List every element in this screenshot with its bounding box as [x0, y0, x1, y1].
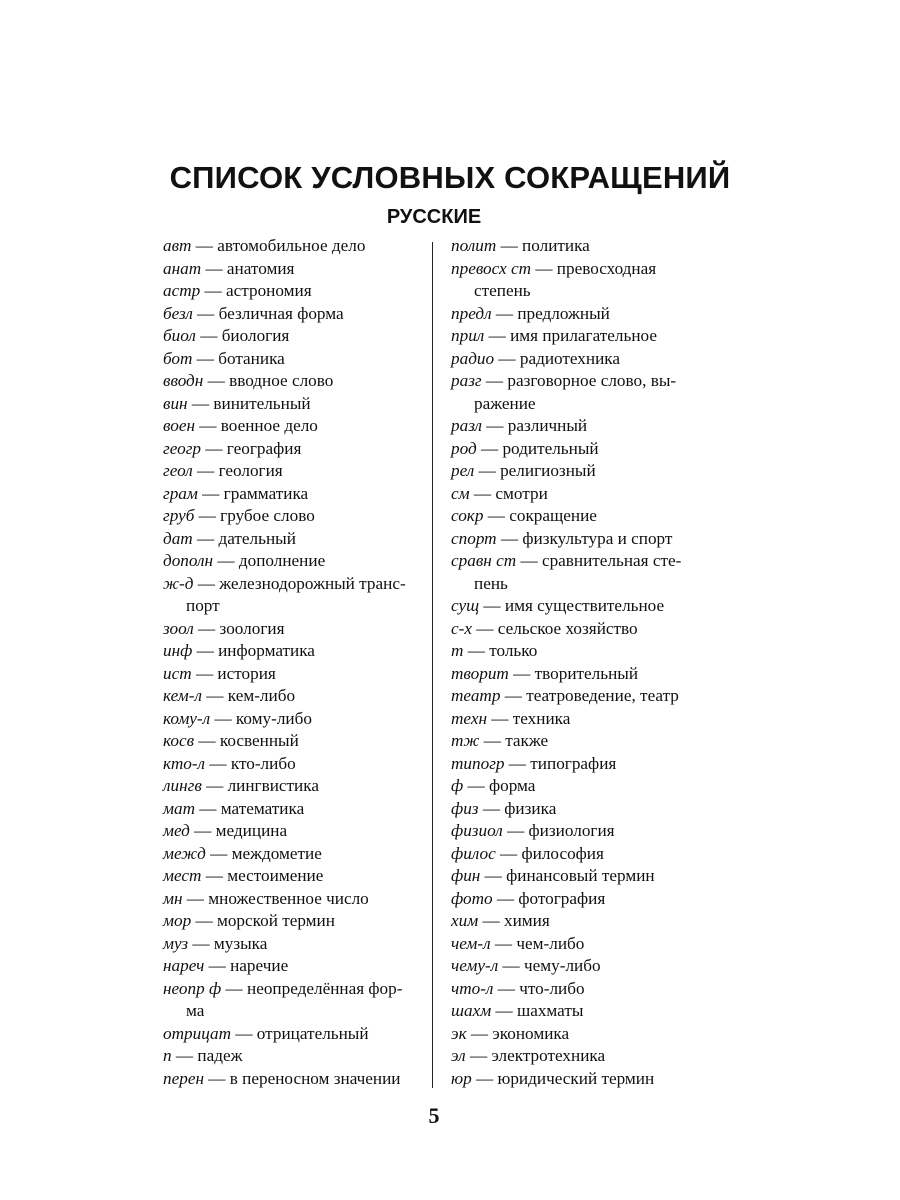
- abbreviation-meaning: юридический термин: [497, 1068, 655, 1088]
- dash-separator: —: [502, 821, 529, 840]
- abbreviation-entry: [163, 798, 425, 821]
- abbreviation-entry: [451, 753, 713, 776]
- abbreviation-entry: [163, 708, 425, 731]
- abbreviation-entry: [451, 483, 713, 506]
- abbreviation-entry: [163, 505, 425, 528]
- abbreviation-entry: [163, 910, 425, 933]
- abbreviation-term: мат: [163, 798, 195, 818]
- abbreviation-meaning: наречие: [230, 956, 289, 975]
- dash-separator: —: [492, 888, 519, 908]
- abbreviation-entry: [451, 865, 713, 888]
- dash-separator: —: [197, 483, 224, 503]
- abbreviation-entry: [163, 843, 425, 866]
- abbreviation-entry: [451, 505, 713, 528]
- abbreviation-entry: [451, 550, 713, 595]
- abbreviation-entry: [163, 1068, 425, 1091]
- dash-separator: —: [188, 933, 214, 953]
- abbreviation-entry: [451, 775, 713, 798]
- abbreviation-entry: [163, 393, 425, 416]
- abbreviation-term: т: [451, 641, 464, 660]
- abbreviation-entry: [163, 348, 425, 371]
- abbreviation-term: рел: [451, 461, 475, 480]
- abbreviation-term: косв: [163, 731, 195, 750]
- abbreviation-meaning: разговорное слово, вы-: [507, 371, 677, 390]
- abbreviation-entry: [163, 438, 425, 461]
- dash-separator: —: [474, 461, 501, 480]
- abbreviation-term: межд: [163, 843, 206, 863]
- abbreviation-term: мор: [163, 911, 192, 930]
- dash-separator: —: [182, 888, 209, 908]
- abbreviation-entry: [163, 370, 425, 393]
- abbreviation-meaning: шахматы: [516, 1001, 584, 1020]
- abbreviation-entry: [163, 978, 425, 1023]
- abbreviation-meaning: безличная форма: [218, 303, 344, 323]
- abbreviation-meaning: различный: [507, 416, 588, 435]
- dash-separator: —: [466, 1023, 493, 1043]
- abbreviation-term: мед: [163, 821, 190, 840]
- abbreviation-term: инф: [163, 641, 193, 660]
- abbreviation-term: филос: [451, 843, 496, 863]
- abbreviation-meaning: сокращение: [509, 506, 597, 525]
- abbreviation-entry: [451, 1023, 713, 1046]
- abbreviation-term: анат: [163, 258, 202, 278]
- abbreviation-meaning: медицина: [215, 821, 288, 840]
- dash-separator: —: [210, 708, 236, 728]
- abbreviation-term: предл: [451, 303, 492, 323]
- dash-separator: —: [481, 371, 508, 390]
- abbreviation-meaning: физиология: [528, 821, 615, 840]
- dash-separator: —: [494, 348, 520, 368]
- dash-separator: —: [476, 438, 503, 458]
- abbreviation-meaning: лингвистика: [227, 776, 319, 795]
- dash-separator: —: [516, 551, 542, 570]
- dash-separator: —: [479, 731, 506, 750]
- dash-separator: —: [189, 821, 216, 840]
- abbreviation-term: творит: [451, 663, 509, 683]
- abbreviation-meaning: кем-либо: [227, 686, 296, 705]
- dash-separator: —: [491, 1001, 517, 1020]
- abbreviation-meaning: театроведение, театр: [526, 686, 679, 705]
- dash-separator: —: [201, 776, 228, 795]
- abbreviation-entry: [451, 325, 713, 348]
- abbreviation-term: отрицат: [163, 1023, 232, 1043]
- abbreviation-meaning: только: [489, 641, 538, 660]
- dash-separator: —: [191, 236, 218, 255]
- abbreviation-term: эк: [451, 1023, 467, 1043]
- abbreviation-term: полит: [451, 236, 497, 255]
- abbreviation-meaning: политика: [522, 236, 590, 255]
- dash-separator: —: [490, 933, 517, 953]
- abbreviation-term: сокр: [451, 506, 484, 525]
- abbreviation-meaning: физкультура и спорт: [522, 528, 673, 548]
- abbreviation-meaning: сравнительная сте-: [541, 551, 682, 570]
- dash-separator: —: [194, 731, 220, 750]
- abbreviation-entry: [451, 955, 713, 978]
- abbreviation-entry: [163, 753, 425, 776]
- abbreviation-term: чему-л: [451, 956, 499, 975]
- abbreviation-entry: [451, 1045, 713, 1068]
- dash-separator: —: [187, 393, 214, 413]
- abbreviation-entry: [451, 708, 713, 731]
- abbreviation-meaning: падеж: [197, 1046, 243, 1065]
- abbreviation-term: прил: [451, 326, 485, 345]
- abbreviation-term: физ: [451, 798, 479, 818]
- dash-separator: —: [495, 843, 522, 863]
- abbreviation-meaning: религиозный: [500, 461, 596, 480]
- abbreviation-entry: [451, 235, 713, 258]
- abbreviation-meaning: дательный: [218, 528, 296, 548]
- abbreviation-entry: [451, 1068, 713, 1091]
- abbreviation-term: разг: [451, 371, 482, 390]
- dash-separator: —: [231, 1023, 257, 1043]
- abbreviation-meaning: типография: [530, 753, 617, 773]
- abbreviation-entry: [451, 258, 713, 303]
- abbreviation-term: кто-л: [163, 753, 206, 773]
- abbreviation-term: фото: [451, 888, 493, 908]
- abbreviation-entry: [163, 888, 425, 911]
- abbreviation-meaning: геология: [218, 461, 283, 480]
- abbreviation-meaning: местоимение: [227, 866, 324, 885]
- abbreviation-meaning: философия: [521, 843, 604, 863]
- abbreviation-term: авт: [163, 236, 192, 255]
- dash-separator: —: [201, 258, 227, 278]
- abbreviation-entry: [163, 955, 425, 978]
- abbreviation-meaning: музыка: [213, 933, 268, 953]
- abbreviation-entry: [163, 640, 425, 663]
- abbreviation-entry: [163, 460, 425, 483]
- abbreviation-meaning: география: [226, 438, 302, 458]
- abbreviation-meaning-continued: ражение: [474, 393, 536, 413]
- abbreviation-meaning: анатомия: [226, 258, 295, 278]
- abbreviation-meaning: что-либо: [519, 978, 585, 998]
- abbreviation-term: ж-д: [163, 573, 194, 593]
- abbreviation-term: вводн: [163, 371, 204, 390]
- dash-separator: —: [201, 438, 227, 458]
- dash-separator: —: [496, 528, 523, 548]
- dash-separator: —: [504, 753, 531, 773]
- abbreviation-meaning: вводное слово: [229, 371, 334, 390]
- abbreviation-entry: [451, 978, 713, 1001]
- abbreviation-term: вин: [163, 393, 188, 413]
- abbreviation-entry: [451, 888, 713, 911]
- dash-separator: —: [531, 258, 557, 278]
- abbreviation-entry: [451, 933, 713, 956]
- abbreviation-list-left: [163, 235, 425, 1090]
- abbreviation-term: кому-л: [163, 708, 211, 728]
- abbreviation-term: что-л: [451, 978, 494, 998]
- abbreviation-meaning: история: [217, 663, 276, 683]
- abbreviation-term: юр: [451, 1068, 472, 1088]
- abbreviation-entry: [451, 820, 713, 843]
- abbreviation-meaning: имя прилагательное: [510, 326, 657, 345]
- dash-separator: —: [481, 416, 508, 435]
- dash-separator: —: [195, 326, 222, 345]
- abbreviation-term: ист: [163, 663, 192, 683]
- abbreviation-entry: [163, 618, 425, 641]
- abbreviation-entry: [163, 528, 425, 551]
- abbreviation-meaning-continued: степень: [474, 281, 531, 300]
- abbreviation-meaning: техника: [512, 708, 571, 728]
- abbreviation-term: п: [163, 1046, 172, 1065]
- abbreviation-term: разл: [451, 416, 482, 435]
- dash-separator: —: [202, 686, 228, 705]
- abbreviation-meaning: морской термин: [216, 911, 335, 930]
- abbreviation-term: см: [451, 483, 470, 503]
- dash-separator: —: [480, 866, 507, 885]
- abbreviation-meaning: превосходная: [556, 258, 657, 278]
- dash-separator: —: [486, 708, 513, 728]
- abbreviation-term: дат: [163, 528, 193, 548]
- section-subtitle: РУССКИЕ: [386, 206, 482, 228]
- abbreviation-meaning: чему-либо: [524, 956, 601, 975]
- dash-separator: —: [469, 483, 496, 503]
- abbreviation-meaning: грубое слово: [220, 506, 315, 525]
- abbreviation-meaning: кому-либо: [235, 708, 312, 728]
- abbreviation-meaning: сельское хозяйство: [497, 618, 638, 638]
- abbreviation-meaning: экономика: [492, 1023, 570, 1043]
- abbreviation-meaning: железнодорожный транс-: [219, 573, 406, 593]
- dash-separator: —: [203, 1068, 230, 1088]
- abbreviation-meaning: дополнение: [238, 551, 326, 570]
- dash-separator: —: [192, 303, 219, 323]
- abbreviation-term: астр: [163, 281, 201, 300]
- dash-separator: —: [191, 911, 217, 930]
- abbreviation-meaning: автомобильное дело: [217, 236, 366, 255]
- dash-separator: —: [205, 753, 231, 773]
- dash-separator: —: [493, 978, 520, 998]
- abbreviation-term: муз: [163, 933, 189, 953]
- abbreviation-entry: [451, 303, 713, 326]
- dash-separator: —: [204, 956, 231, 975]
- dash-separator: —: [194, 798, 221, 818]
- abbreviation-term: тж: [451, 731, 480, 750]
- abbreviation-term: бот: [163, 348, 193, 368]
- abbreviation-meaning: биология: [221, 326, 290, 345]
- abbreviation-entry: [451, 618, 713, 641]
- dash-separator: —: [194, 506, 221, 525]
- abbreviation-entry: [163, 1045, 425, 1068]
- dash-separator: —: [192, 528, 219, 548]
- abbreviation-term: фин: [451, 866, 481, 885]
- dash-separator: —: [205, 843, 232, 863]
- abbreviation-term: груб: [163, 506, 195, 525]
- column-divider: [432, 242, 433, 1088]
- abbreviation-meaning: астрономия: [226, 281, 312, 300]
- dash-separator: —: [498, 956, 524, 975]
- abbreviation-entry: [163, 865, 425, 888]
- dash-separator: —: [478, 911, 504, 930]
- abbreviation-entry: [451, 730, 713, 753]
- abbreviation-term: чем-л: [451, 933, 491, 953]
- abbreviation-term: эл: [451, 1046, 466, 1065]
- abbreviation-meaning-continued: пень: [474, 573, 508, 593]
- dash-separator: —: [193, 618, 220, 638]
- abbreviation-entry: [451, 370, 713, 415]
- abbreviation-meaning: информатика: [218, 641, 315, 660]
- abbreviation-entry: [163, 1023, 425, 1046]
- abbreviation-meaning: отрицательный: [256, 1023, 369, 1043]
- dash-separator: —: [496, 236, 523, 255]
- abbreviation-entry: [163, 820, 425, 843]
- abbreviation-entry: [451, 595, 713, 618]
- abbreviation-entry: [451, 415, 713, 438]
- abbreviation-entry: [163, 775, 425, 798]
- abbreviation-term: грам: [163, 483, 198, 503]
- abbreviation-term: с-х: [451, 618, 472, 638]
- abbreviation-term: геол: [163, 461, 193, 480]
- abbreviation-meaning: междометие: [231, 843, 322, 863]
- abbreviation-meaning: множественное число: [208, 888, 369, 908]
- page-number: 5: [428, 1103, 440, 1128]
- abbreviation-term: типогр: [451, 753, 505, 773]
- dash-separator: —: [192, 461, 219, 480]
- dash-separator: —: [201, 866, 228, 885]
- abbreviation-meaning: химия: [503, 911, 550, 930]
- abbreviation-term: безл: [163, 303, 193, 323]
- dash-separator: —: [203, 371, 230, 390]
- abbreviation-term: кем-л: [163, 686, 202, 705]
- abbreviation-term: мест: [163, 866, 202, 885]
- abbreviation-term: сравн ст: [451, 551, 517, 570]
- abbreviation-entry: [163, 663, 425, 686]
- dash-separator: —: [465, 1046, 492, 1065]
- dash-separator: —: [508, 663, 535, 683]
- abbreviation-entry: [451, 348, 713, 371]
- abbreviation-entry: [163, 235, 425, 258]
- abbreviation-entry: [163, 573, 425, 618]
- abbreviation-meaning: чем-либо: [516, 933, 585, 953]
- abbreviation-meaning: электротехника: [491, 1046, 606, 1065]
- abbreviation-entry: [163, 933, 425, 956]
- abbreviation-entry: [163, 415, 425, 438]
- abbreviation-meaning: неопределённая фор-: [247, 978, 403, 998]
- abbreviation-term: лингв: [163, 776, 202, 795]
- abbreviation-meaning: родительный: [502, 438, 599, 458]
- abbreviation-term: превосх ст: [451, 258, 532, 278]
- abbreviation-entry: [451, 1000, 713, 1023]
- abbreviation-term: хим: [451, 911, 479, 930]
- abbreviation-meaning: физика: [504, 798, 557, 818]
- abbreviation-meaning: радиотехника: [519, 348, 621, 368]
- abbreviation-meaning: косвенный: [219, 731, 299, 750]
- abbreviation-entry: [163, 685, 425, 708]
- abbreviation-entry: [451, 843, 713, 866]
- abbreviation-meaning: форма: [488, 776, 536, 795]
- abbreviation-meaning: смотри: [495, 483, 548, 503]
- abbreviation-entry: [451, 460, 713, 483]
- abbreviation-term: зоол: [163, 618, 194, 638]
- abbreviation-meaning: финансовый термин: [506, 866, 655, 885]
- abbreviation-meaning-continued: порт: [186, 596, 220, 615]
- abbreviation-meaning: ботаника: [218, 348, 285, 368]
- abbreviation-term: дополн: [163, 551, 214, 570]
- abbreviation-term: неопр ф: [163, 978, 222, 998]
- abbreviation-term: ф: [451, 776, 464, 795]
- dash-separator: —: [471, 618, 498, 638]
- abbreviation-meaning: предложный: [517, 303, 610, 323]
- abbreviation-meaning: зоология: [219, 618, 285, 638]
- abbreviation-meaning-continued: ма: [186, 1001, 205, 1020]
- abbreviation-list-right: [451, 235, 713, 1090]
- abbreviation-entry: [451, 528, 713, 551]
- dash-separator: —: [193, 573, 220, 593]
- abbreviation-meaning: творительный: [534, 663, 639, 683]
- abbreviation-term: театр: [451, 686, 501, 705]
- dash-separator: —: [491, 303, 518, 323]
- abbreviation-entry: [163, 280, 425, 303]
- abbreviation-term: перен: [163, 1068, 204, 1088]
- abbreviation-term: техн: [451, 708, 487, 728]
- abbreviation-entry: [451, 798, 713, 821]
- abbreviation-term: геогр: [163, 438, 202, 458]
- abbreviation-entry: [451, 640, 713, 663]
- abbreviation-entry: [163, 258, 425, 281]
- abbreviation-meaning: имя существительное: [504, 596, 665, 615]
- abbreviation-meaning: кто-либо: [230, 753, 296, 773]
- page-title: СПИСОК УСЛОВНЫХ СОКРАЩЕНИЙ: [169, 160, 731, 195]
- abbreviation-term: спорт: [451, 528, 497, 548]
- dash-separator: —: [463, 641, 490, 660]
- dash-separator: —: [478, 798, 505, 818]
- dash-separator: —: [171, 1046, 198, 1065]
- abbreviation-term: род: [451, 438, 477, 458]
- dash-separator: —: [192, 641, 219, 660]
- dash-separator: —: [194, 416, 221, 435]
- abbreviation-meaning: военное дело: [220, 416, 318, 435]
- abbreviation-term: физиол: [451, 821, 503, 840]
- dash-separator: —: [213, 551, 239, 570]
- abbreviation-entry: [163, 730, 425, 753]
- dash-separator: —: [483, 506, 510, 525]
- abbreviation-entry: [163, 483, 425, 506]
- abbreviation-term: шахм: [451, 1001, 492, 1020]
- abbreviation-meaning: в переносном значении: [229, 1068, 401, 1088]
- abbreviation-entry: [451, 438, 713, 461]
- dash-separator: —: [500, 686, 527, 705]
- abbreviation-term: мн: [163, 888, 183, 908]
- dash-separator: —: [479, 596, 505, 615]
- abbreviation-term: нареч: [163, 956, 205, 975]
- abbreviation-meaning: грамматика: [223, 483, 309, 503]
- abbreviation-entry: [163, 303, 425, 326]
- dash-separator: —: [200, 281, 227, 300]
- abbreviation-entry: [451, 663, 713, 686]
- abbreviation-term: биол: [163, 326, 196, 345]
- abbreviation-entry: [451, 685, 713, 708]
- dash-separator: —: [463, 776, 489, 795]
- dash-separator: —: [221, 978, 247, 998]
- abbreviation-entry: [163, 325, 425, 348]
- abbreviation-term: радио: [451, 348, 495, 368]
- dash-separator: —: [484, 326, 511, 345]
- abbreviation-meaning: фотография: [518, 888, 606, 908]
- dash-separator: —: [192, 348, 219, 368]
- dash-separator: —: [191, 663, 218, 683]
- abbreviation-meaning: математика: [220, 798, 305, 818]
- abbreviation-entry: [163, 550, 425, 573]
- abbreviation-meaning: также: [505, 731, 549, 750]
- abbreviation-entry: [451, 910, 713, 933]
- dash-separator: —: [471, 1068, 498, 1088]
- abbreviation-term: воен: [163, 416, 195, 435]
- abbreviation-term: сущ: [451, 596, 480, 615]
- abbreviation-meaning: винительный: [213, 393, 311, 413]
